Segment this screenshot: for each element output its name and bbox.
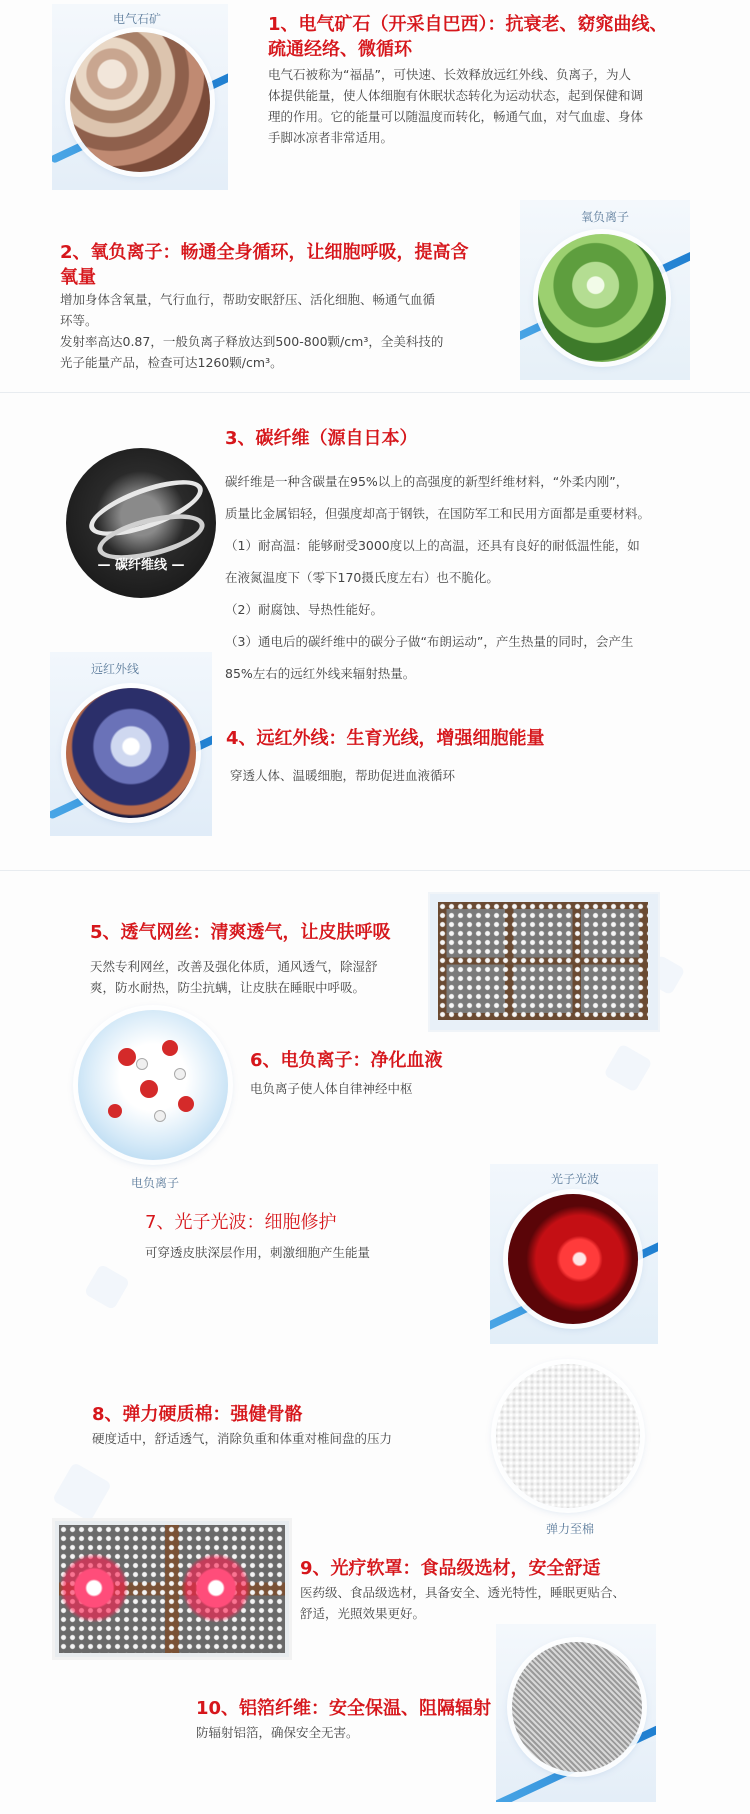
mesh-fabric-image [428,892,660,1032]
aluminum-fiber-image [496,1624,656,1802]
mesh-texture [438,902,648,1020]
atom [178,1096,194,1112]
atom [118,1048,136,1066]
image-tag: 氧负离子 [580,210,629,224]
image-tag: — 碳纤维线 — [97,558,185,573]
background-hexagon [603,1043,652,1092]
feature-5-heading: 5、透气网丝：清爽透气，让皮肤呼吸 [90,922,391,943]
photon-wave-image [490,1164,658,1344]
image-tag: 电气石矿 [112,12,161,26]
feature-1-text: 电气石被称为“福晶”，可快速、长效释放远红外线、负离子，为人 体提供能量，使人体细胞有休眠状态转化为运动状态，起到保健和调 理的作用。它的能量可以随温度而转化，畅通气血，对气血虚、身体 手脚冰凉者非常适用。 [268,67,644,145]
carbon-fiber-image [66,448,216,598]
feature-4-text: 穿透人体、温暖细胞，帮助促进血液循环 [230,768,456,783]
light-therapy-image [52,1518,292,1660]
atom [140,1080,158,1098]
feature-1-heading: 1、电气矿石（开采自巴西）：抗衰老、窈窕曲线、 疏通经络、微循环 [268,14,668,60]
atom [162,1040,178,1056]
aluminum-mesh-orb [512,1642,642,1772]
feature-3-heading: 3、碳纤维（源自日本） [225,428,418,449]
red-light-glow [181,1553,251,1623]
leaf-orb [538,234,666,362]
feature-7-text: 可穿透皮肤深层作用，刺激细胞产生能量 [145,1245,371,1260]
feature-7-heading: 7、光子光波：细胞修护 [145,1212,337,1233]
image-tag: 电负离子 [130,1176,179,1190]
oxygen-ion-image [520,200,690,380]
red-light-glow [59,1553,129,1623]
feature-3-text: 碳纤维是一种含碳量在95%以上的高强度的新型纤维材料，“外柔内刚”， 质量比金属铝轻，但强度却高于钢铁，在国防军工和民用方面都是重要材料。 （1）耐高温：能够耐受3000度以上的高温，还具有良好的耐低温性能，如 在液氮温度下（零下170摄氏度左右）也不脆化。 （2）耐腐蚀、导热性能好。 （3）通电后的碳纤维中的碳分子做“布朗运动”，产生热量的同时，会产生 85%左右的远红外线来辐射热量。 [225,474,651,681]
feature-8-heading: 8、弹力硬质棉：强健骨骼 [92,1404,303,1425]
atom [154,1110,166,1122]
feature-4-heading: 4、远红外线：生育光线，增强细胞能量 [226,728,545,749]
section-divider [0,870,750,871]
image-tag: 光子光波 [550,1172,599,1186]
molecule-orb [78,1010,228,1160]
feature-10-heading: 10、铝箔纤维：安全保温、阻隔辐射 [196,1698,492,1719]
section-divider [0,392,750,393]
background-hexagon [84,1264,130,1310]
background-hexagon [52,1462,112,1522]
feature-9-heading: 9、光疗软罩：食品级选材，安全舒适 [300,1558,601,1579]
cosmic-orb [66,688,196,818]
far-infrared-image [50,652,212,836]
feature-2-heading: 2、氧负离子：畅通全身循环，让细胞呼吸，提高含 氧量 [60,242,469,288]
red-light-orb [508,1194,638,1324]
feature-2-text: 增加身体含氧量，气行血行，帮助安眠舒压、活化细胞、畅通气血循 环等。 发射率高达0.87，一般负离子释放达到500-800颗/cm³，全美科技的 光子能量产品，检查可达1260颗/cm³。 [60,292,444,370]
feature-6-text: 电负离子使人体自律神经中枢 [250,1081,413,1096]
tourmaline-image [52,4,228,190]
feature-5-text: 天然专利网丝，改善及强化体质，通风透气，除湿舒 爽，防水耐热，防尘抗螨，让皮肤在睡眠中呼吸。 [90,959,378,995]
atom [174,1068,186,1080]
feature-9-text: 医药级、食品级选材，具备安全、透光特性，睡眠更贴合、 舒适，光照效果更好。 [300,1585,626,1621]
atom [136,1058,148,1070]
feature-8-text: 硬度适中，舒适透气，消除负重和体重对椎间盘的压力 [92,1431,393,1446]
tourmaline-orb [70,32,210,172]
image-tag: 弹力至棉 [545,1522,594,1536]
image-tag: 远红外线 [90,662,139,676]
atom [108,1104,122,1118]
feature-10-text: 防辐射铝箔，确保安全无害。 [196,1725,359,1740]
cotton-orb [496,1364,640,1508]
feature-6-heading: 6、电负离子：净化血液 [250,1050,443,1071]
